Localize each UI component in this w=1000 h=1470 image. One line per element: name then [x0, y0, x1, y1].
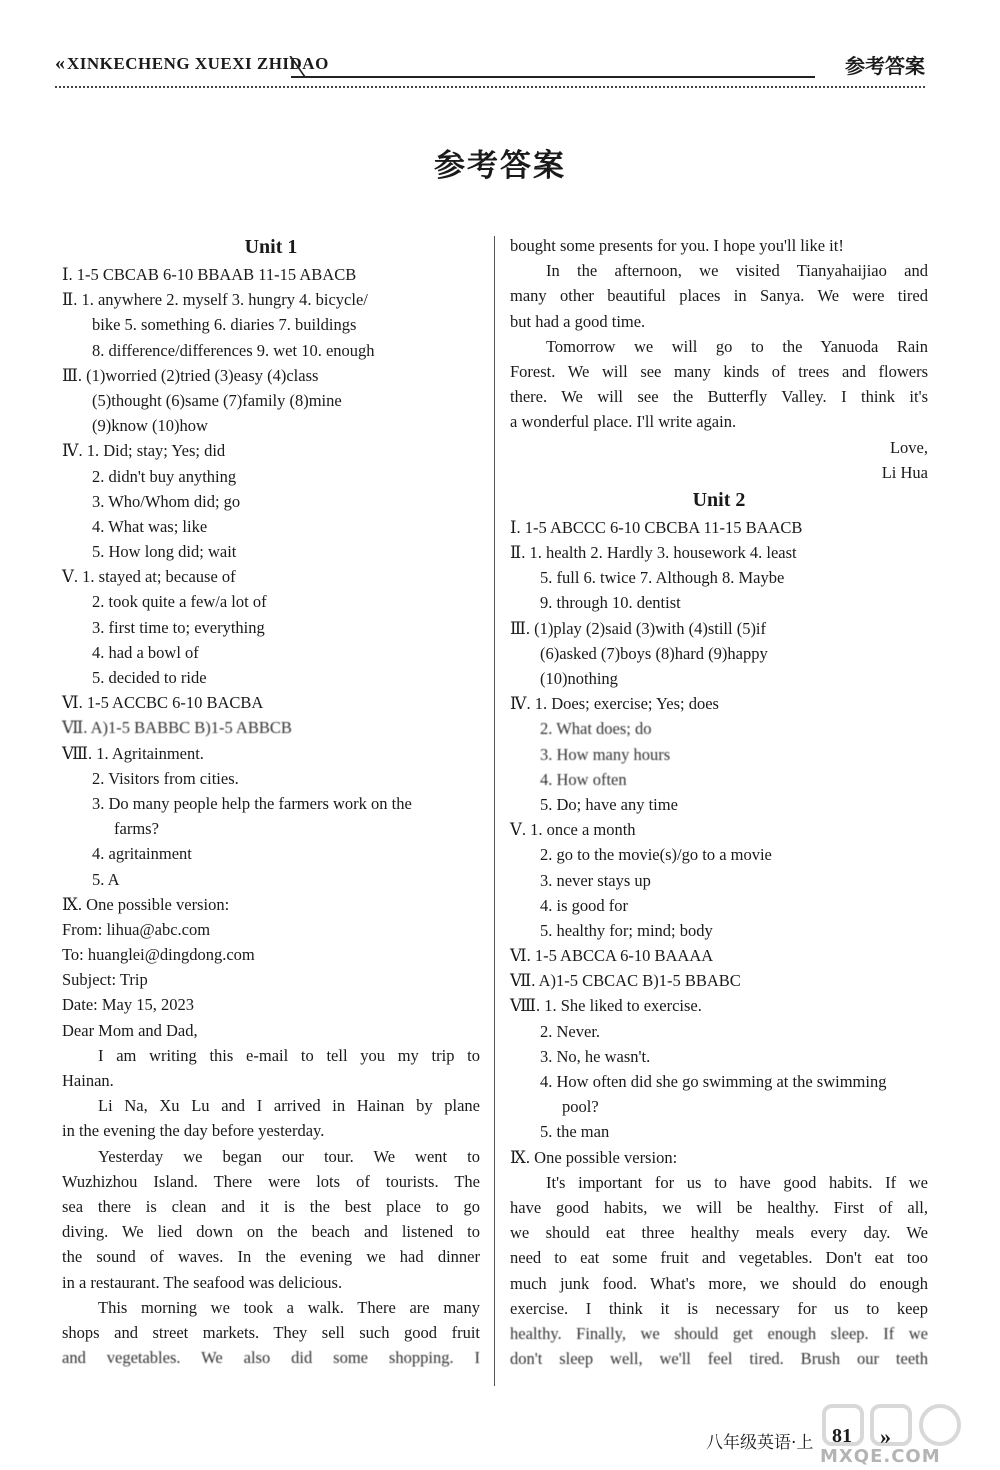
left-column-line: Ⅰ. 1-5 CBCAB 6-10 BBAAB 11-15 ABACB	[62, 265, 357, 284]
right-column-line: have good habits, we will be healthy. First of all,	[510, 1197, 928, 1217]
left-column-line: Wuzhizhou Island. There were lots of tourists. The	[62, 1171, 480, 1191]
left-column-line: 4. agritainment	[92, 844, 192, 864]
right-column-line: Ⅷ. 1. She liked to exercise.	[510, 996, 702, 1016]
right-column-line: but had a good time.	[510, 311, 646, 331]
left-column-line: the sound of waves. In the evening we had dinner	[62, 1247, 480, 1267]
left-column-line: 3. first time to; everything	[92, 617, 265, 637]
footer-book-label: 八年级英语·上	[706, 1433, 814, 1453]
left-column-line: 3. Who/Whom did; go	[92, 491, 241, 511]
right-column-line: we should eat three healthy meals every day. We	[510, 1223, 928, 1243]
right-column-line: 4. How often did she go swimming at the swimming	[540, 1072, 887, 1091]
running-header	[55, 50, 925, 86]
right-column-line: 4. is good for	[540, 895, 628, 915]
header-dotted-divider	[55, 86, 925, 88]
left-column-line: Ⅲ. (1)worried (2)tried (3)easy (4)class	[62, 365, 319, 385]
left-column-line: 5. decided to ride	[92, 668, 207, 687]
left-column-line: Ⅴ. 1. stayed at; because of	[62, 567, 236, 587]
left-column-line: diving. We lied down on the beach and listened to	[62, 1222, 480, 1242]
unit-heading: Unit 2	[692, 488, 746, 511]
left-column-line: I am writing this e-mail to tell you my trip to	[98, 1045, 480, 1065]
left-column-line: 4. What was; like	[92, 516, 208, 536]
right-column-line: Ⅴ. 1. once a month	[510, 820, 636, 840]
right-column-line: 4. How often	[540, 769, 627, 789]
series-brand-text: XINKECHENG XUEXI ZHIDAO	[67, 54, 329, 73]
right-column-line: 3. No, he wasn't.	[540, 1046, 651, 1066]
right-column-line: Tomorrow we will go to the Yanuoda Rain	[546, 336, 928, 356]
left-column-line: This morning we took a walk. There are many	[98, 1297, 480, 1317]
right-column-line: 2. What does; do	[540, 719, 652, 739]
section-name: 参考答案	[845, 54, 925, 78]
left-column-line: and vegetables. We also did some shopping. I	[62, 1348, 480, 1368]
right-column-line: (10)nothing	[540, 669, 618, 688]
right-column-line: Love,	[889, 437, 928, 457]
right-column-line: 3. never stays up	[540, 870, 651, 890]
chevron-left-icon: «	[55, 52, 61, 74]
right-column-line: there. We will see the Butterfly Valley. I think it's	[510, 387, 928, 407]
left-column-line: Hainan.	[62, 1071, 114, 1090]
right-column-line: Li Hua	[881, 462, 928, 482]
right-column-line: exercise. I think it is necessary for us to keep	[510, 1298, 928, 1318]
right-column-line: 2. Never.	[540, 1021, 601, 1041]
watermark-text: MXQE.COM	[820, 1446, 941, 1467]
right-column-line: It's important for us to have good habits. If we	[546, 1172, 928, 1192]
left-column-line: in a restaurant. The seafood was delicious.	[62, 1272, 343, 1292]
left-column-line: Yesterday we began our tour. We went to	[98, 1146, 480, 1166]
left-column-line: 8. difference/differences 9. wet 10. enough	[92, 340, 375, 360]
header-rule	[291, 76, 815, 78]
right-column-line: healthy. Finally, we should get enough sleep. If we	[510, 1323, 928, 1343]
unit-heading: Unit 1	[244, 236, 298, 258]
right-column-line: need to eat some fruit and vegetables. Don't eat too	[510, 1248, 928, 1268]
left-column-line: From: lihua@abc.com	[62, 919, 211, 939]
right-column-line: 9. through 10. dentist	[540, 593, 681, 613]
left-column-line: 5. How long did; wait	[92, 542, 237, 562]
right-column-line: many other beautiful places in Sanya. We were tired	[510, 286, 928, 306]
left-column-line: 5. A	[92, 869, 120, 889]
left-column-line: 3. Do many people help the farmers work on the	[92, 793, 412, 813]
page-title: 参考答案	[434, 148, 566, 184]
right-column-line: 5. the man	[540, 1122, 610, 1142]
left-column-line: in the evening the day before yesterday.	[62, 1121, 325, 1141]
right-column-line: pool?	[562, 1097, 599, 1117]
right-column-line: 5. healthy for; mind; body	[540, 920, 713, 940]
right-column-line: Ⅱ. 1. health 2. Hardly 3. housework 4. least	[510, 543, 797, 563]
right-column-line: 3. How many hours	[540, 744, 671, 764]
left-column-line: Li Na, Xu Lu and I arrived in Hainan by plane	[98, 1096, 480, 1116]
column-divider	[494, 236, 495, 1386]
left-column-line: farms?	[114, 819, 159, 839]
left-column-line: bike 5. something 6. diaries 7. buildings	[92, 315, 357, 335]
chevron-right-icon: »	[880, 1424, 891, 1449]
right-column-line: bought some presents for you. I hope you'll like it!	[510, 236, 844, 255]
right-column-line: Ⅳ. 1. Does; exercise; Yes; does	[510, 694, 719, 714]
right-column-line: Ⅰ. 1-5 ABCCC 6-10 CBCBA 11-15 BAACB	[510, 517, 803, 537]
right-column-line: In the afternoon, we visited Tianyahaijiao and	[546, 261, 928, 281]
left-column-line: Ⅸ. One possible version:	[62, 894, 230, 914]
left-column-line: 4. had a bowl of	[92, 642, 199, 662]
left-column-line: Ⅱ. 1. anywhere 2. myself 3. hungry 4. bicycle/	[62, 290, 368, 310]
left-column-line: shops and street markets. They sell such good fruit	[62, 1322, 480, 1342]
right-column-line: 5. Do; have any time	[540, 794, 678, 814]
right-column-line: 2. go to the movie(s)/go to a movie	[540, 845, 772, 865]
left-column-line: Dear Mom and Dad,	[62, 1020, 198, 1040]
left-column-line: sea there is clean and it is the best place to go	[62, 1196, 480, 1216]
left-column-line: (9)know (10)how	[92, 416, 208, 436]
left-column-line: (5)thought (6)same (7)family (8)mine	[92, 390, 342, 410]
right-column-line: Ⅶ. A)1-5 CBCAC B)1-5 BBABC	[510, 971, 741, 991]
right-column-line: Ⅸ. One possible version:	[510, 1147, 678, 1167]
page-number: 81	[832, 1425, 852, 1447]
left-column-line: Ⅳ. 1. Did; stay; Yes; did	[62, 441, 226, 461]
right-column-line: Ⅲ. (1)play (2)said (3)with (4)still (5)if	[510, 618, 767, 638]
left-column-line: To: huanglei@dingdong.com	[62, 945, 255, 965]
right-column-line: 5. full 6. twice 7. Although 8. Maybe	[540, 568, 785, 588]
right-column	[510, 233, 928, 1371]
left-column-line: Subject: Trip	[62, 970, 148, 990]
right-column-line: a wonderful place. I'll write again.	[510, 412, 737, 432]
right-column-line: much junk food. What's more, we should do enough	[510, 1273, 928, 1293]
left-column-line: Ⅵ. 1-5 ACCBC 6-10 BACBA	[62, 693, 264, 713]
right-column-line: (6)asked (7)boys (8)hard (9)happy	[540, 643, 768, 663]
left-column-line: Date: May 15, 2023	[62, 995, 194, 1015]
right-column-line: Forest. We will see many kinds of trees and flowers	[510, 361, 928, 381]
left-column-line: 2. Visitors from cities.	[92, 768, 239, 788]
right-column-line: don't sleep well, we'll feel tired. Brush our teeth	[510, 1349, 928, 1369]
left-column-line: 2. didn't buy anything	[92, 466, 237, 486]
left-column-line: 2. took quite a few/a lot of	[92, 592, 267, 612]
left-column-line: Ⅷ. 1. Agritainment.	[62, 743, 204, 763]
right-column-line: Ⅵ. 1-5 ABCCA 6-10 BAAAA	[510, 946, 714, 966]
left-column	[62, 232, 480, 1370]
left-column-line: Ⅶ. A)1-5 BABBC B)1-5 ABBCB	[62, 718, 292, 738]
